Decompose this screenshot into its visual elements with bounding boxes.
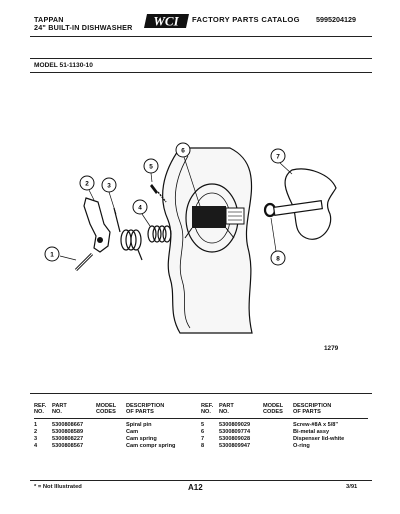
door-panel [163, 148, 252, 333]
catalog-title: FACTORY PARTS CATALOG [192, 15, 300, 24]
parts-table-right [201, 403, 368, 450]
parts-table-left [34, 403, 201, 450]
callout-2-label: 2 [85, 180, 89, 188]
header-description: DESCRIPTION OF PARTS [293, 403, 332, 416]
wci-logo [144, 12, 190, 30]
table-row: 3 5300808227 Cam spring [34, 435, 157, 442]
callout-8-label: 8 [276, 255, 280, 263]
screw [150, 184, 158, 194]
cam-spring [114, 208, 142, 260]
table-row: 7 5300809028 Dispenser lid-white [201, 435, 345, 442]
table-row: 2 5300808589 Cam [34, 428, 139, 435]
header-rule [30, 36, 372, 37]
parts-table [34, 403, 368, 450]
table-header-right [201, 403, 368, 416]
table-row: 6 5300809774 Bi-metal assy [201, 428, 330, 435]
header-part-no: PART NO. [52, 403, 67, 416]
cam [84, 198, 110, 252]
model-rule-bottom [30, 72, 372, 73]
table-row: 4 5300808567 Cam compr spring [34, 442, 176, 449]
callout-1-label: 1 [50, 251, 54, 259]
header-model-codes: MODEL CODES [263, 403, 284, 416]
table-header-rule [201, 418, 368, 419]
table-header-rule [34, 418, 201, 419]
header-ref-no: REF. NO. [34, 403, 47, 416]
product-name: 24" BUILT-IN DISHWASHER [34, 23, 133, 32]
model-label: MODEL 51-1130-10 [34, 62, 93, 69]
header-ref-no: REF. NO. [201, 403, 214, 416]
brand-name: TAPPAN [34, 15, 64, 24]
callout-5-label: 5 [149, 163, 153, 171]
date-code: 3/91 [346, 484, 358, 490]
page-code: A12 [188, 483, 203, 492]
table-row: 8 5300809947 O-ring [201, 442, 310, 449]
callout-4-label: 4 [138, 204, 142, 212]
diagram-reference-number: 1279 [324, 345, 339, 352]
header-model-codes: MODEL CODES [96, 403, 117, 416]
footer-rule [30, 480, 372, 481]
cam-compr-spring [148, 226, 171, 242]
callout-6-label: 6 [181, 147, 185, 155]
model-rule-top [30, 58, 372, 59]
header-part-no: PART NO. [219, 403, 234, 416]
callout-7-label: 7 [276, 153, 280, 161]
bi-metal-assy [192, 206, 226, 228]
publication-number: 5995204129 [316, 15, 356, 24]
exploded-parts-diagram [30, 128, 370, 343]
callout-3-label: 3 [107, 182, 111, 190]
footnote: * = Not Illustrated [34, 484, 82, 490]
table-row: 1 5300808667 Spiral pin [34, 421, 152, 428]
table-header-left [34, 403, 201, 416]
logo-text: WCI [153, 13, 179, 29]
header-description: DESCRIPTION OF PARTS [126, 403, 165, 416]
table-rule-top [30, 393, 372, 394]
table-row: 5 5300809029 Screw-#8A x 5/8" [201, 421, 339, 428]
